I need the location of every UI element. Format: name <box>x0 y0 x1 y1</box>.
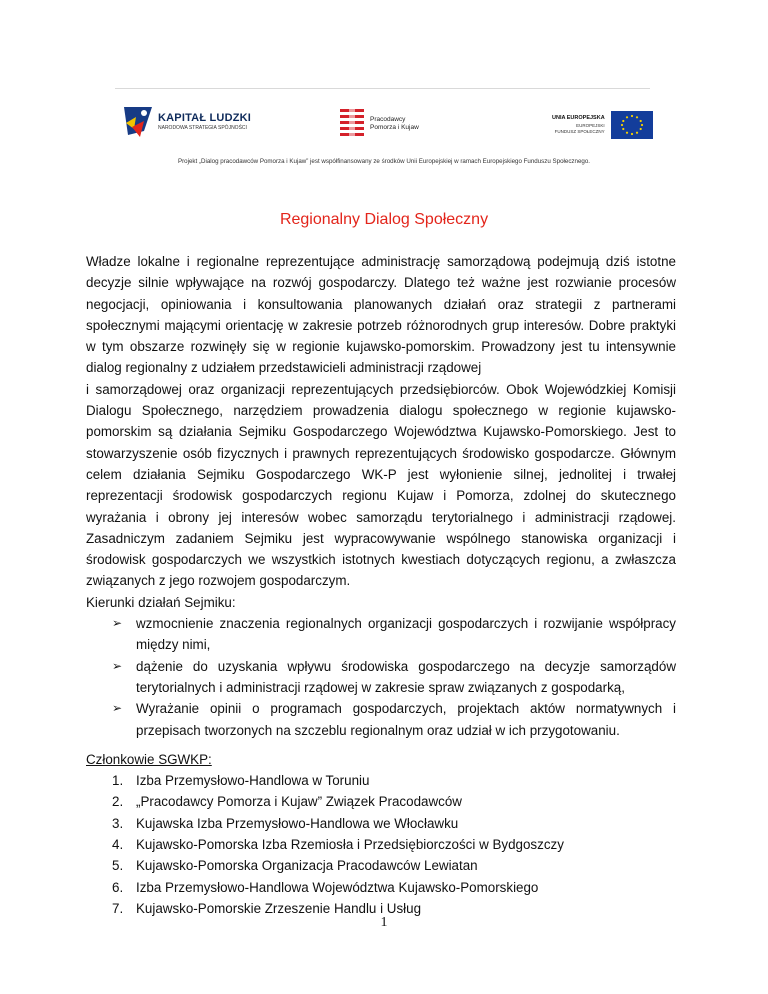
eu-logo <box>552 111 653 139</box>
members-heading: Członkowie SGWKP: <box>86 751 212 767</box>
kapital-ludzki-mark-icon <box>122 105 154 139</box>
project-note: Projekt „Dialog pracodawców Pomorza i Kujaw” jest współfinansowany ze środków Unii Europejskiej w ramach Europejskiego Funduszu Społecznego. <box>177 158 590 165</box>
header-rule <box>115 88 650 89</box>
pracodawcy-line1: Pracodawcy <box>370 115 406 123</box>
arrow-bullet-icon: ➢ <box>112 701 123 716</box>
list-item: ➢ dążenie do uzyskania wpływu środowiska gospodarczego na decyzje samorządów terytorialnych i administracji rządowej w zakresie spraw związanych z gospodarką, <box>86 656 676 699</box>
kapital-ludzki-title: KAPITAŁ LUDZKI <box>158 112 252 124</box>
directions-list <box>86 613 676 741</box>
list-item: 3. Kujawska Izba Przemysłowo-Handlowa we Włocławku <box>112 815 459 831</box>
list-item: 5. Kujawsko-Pomorska Organizacja Pracodawców Lewiatan <box>112 858 478 874</box>
paragraph-1: Władze lokalne i regionalne reprezentujące administrację samorządową podejmują dziś istotne decyzje silnie wpływające na rozwój gospodarczy. Dlatego też ważne jest rozwianie procesów negocjacji, opiniowania i konsultowania planowanych działań oraz strategii z partnerami społecznymi mającymi orientację w zakresie potrzeb różnorodnych grup interesów. Dobre praktyki w tym obszarze rozwinęły się w regionie kujawsko-pomorskim. Prowadzony jest tu intensywnie dialog regionalny z udziałem przedstawicieli administracji rządowej <box>86 254 676 376</box>
eu-line3: FUNDUSZ SPOŁECZNY <box>554 128 605 134</box>
arrow-bullet-icon: ➢ <box>112 658 123 673</box>
list-item: ➢ wzmocnienie znaczenia regionalnych organizacji gospodarczych i rozwijanie współpracy między nimi, <box>86 613 676 656</box>
list-item: ➢ Wyrażanie opinii o programach gospodarczych, projektach aktów normatywnych i przepisach tworzonych na szczeblu regionalnym oraz udział w ich przygotowaniu. <box>86 698 676 741</box>
paragraph-2: i samorządowej oraz organizacji reprezentujących przedsiębiorców. Obok Wojewódzkiej Komisji Dialogu Społecznego, narzędziem prowadzenia dialogu społecznego w regionie kujawsko-pomorskim są działania Sejmiku Gospodarczego Województwa Kujawsko-Pomorskiego. Jest to stowarzyszenie osób fizycznych i prawnych reprezentujących środowisko gospodarcze. Głównym celem działania Sejmiku Gospodarczego WK-P jest wyłonienie silnej, jednolitej i trwałej reprezentacji środowisk gospodarczych regionu Kujaw i Pomorza, zdolnej do skutecznego wyrażania i obrony jej interesów wobec samorządu terytorialnego i administracji rządowej. Zasadniczym zadaniem Sejmiku jest wypracowywanie wspólnego stanowiska organizacji i środowisk gospodarczych we wszystkich istotnych kwestiach dotyczących regionu, a zwłaszcza związanych z jego rozwojem gospodarczym. <box>86 381 676 589</box>
eu-flag-icon <box>611 111 653 139</box>
pracodawcy-mark-icon <box>340 107 364 141</box>
eu-line1: UNIA EUROPEJSKA <box>552 115 605 122</box>
pracodawcy-logo <box>340 106 419 142</box>
members-list <box>86 770 676 919</box>
list-item: 2. „Pracodawcy Pomorza i Kujaw” Związek Pracodawców <box>112 794 462 810</box>
arrow-bullet-icon: ➢ <box>112 616 123 631</box>
page-title: Regionalny Dialog Społeczny <box>279 211 489 228</box>
eu-line2: EUROPEJSKI <box>576 122 605 128</box>
list-item: 6. Izba Przemysłowo-Handlowa Województwa Kujawsko-Pomorskiego <box>112 879 539 895</box>
directions-heading: Kierunki działań Sejmiku: <box>86 594 236 610</box>
list-item: 4. Kujawsko-Pomorska Izba Rzemiosła i Przedsiębiorczości w Bydgoszczy <box>112 837 564 853</box>
list-item: 7. Kujawsko-Pomorskie Zrzeszenie Handlu i Usług <box>112 900 422 916</box>
kapital-ludzki-subtitle: NARODOWA STRATEGIA SPÓJNOŚCI <box>158 125 247 131</box>
list-item: 1. Izba Przemysłowo-Handlowa w Toruniu <box>112 773 370 789</box>
page-number: 1 <box>380 915 388 930</box>
pracodawcy-line2: Pomorza i Kujaw <box>370 124 419 131</box>
kapital-ludzki-logo <box>122 104 272 140</box>
document-body <box>86 251 676 919</box>
